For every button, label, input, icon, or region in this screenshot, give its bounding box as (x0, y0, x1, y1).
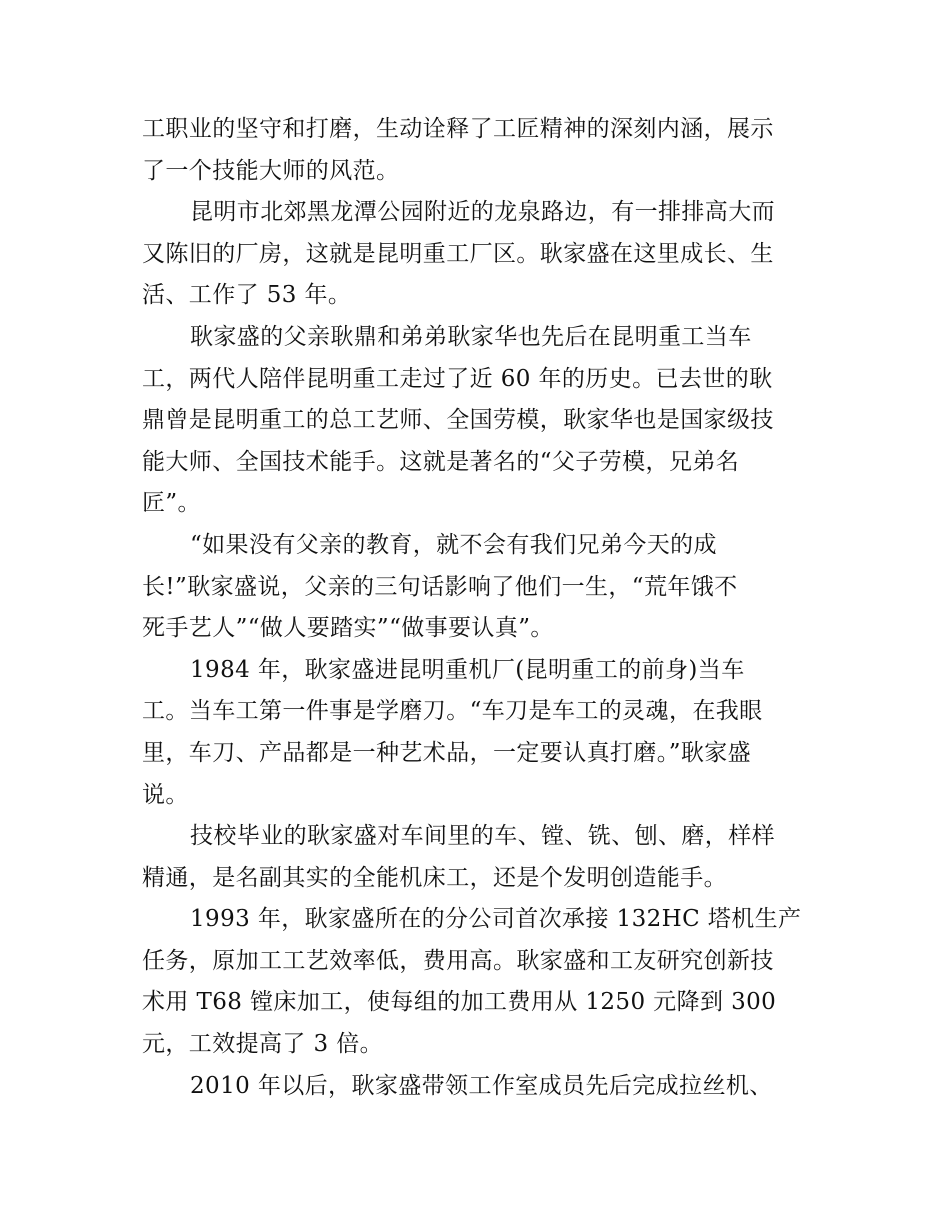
document-text-body (142, 109, 814, 1107)
text-line: 说。 (142, 781, 189, 808)
text-line: 精通，是名副其实的全能机床工，还是个发明创造能手。 (142, 864, 727, 891)
text-line: 又陈旧的厂房，这就是昆明重工厂区。耿家盛在这里成长、生 (142, 240, 774, 267)
text-line: 鼎曾是昆明重工的总工艺师、全国劳模，耿家华也是国家级技 (142, 407, 774, 434)
text-line: 工，两代人陪伴昆明重工走过了近 60 年的历史。已去世的耿 (142, 365, 773, 392)
text-line: 术用 T68 镗床加工，使每组的加工费用从 1250 元降到 300 (142, 989, 777, 1016)
text-line: 元，工效提高了 3 倍。 (142, 1031, 384, 1058)
text-line: 里，车刀、产品都是一种艺术品，一定要认真打磨。”耿家盛 (142, 739, 752, 766)
text-line: 技校毕业的耿家盛对车间里的车、镗、铣、刨、磨，样样 (190, 823, 775, 850)
text-line: 1984 年，耿家盛进昆明重机厂(昆明重工的前身)当车 (190, 656, 745, 683)
text-line: 2010 年以后，耿家盛带领工作室成员先后完成拉丝机、 (190, 1072, 773, 1099)
text-line: 能大师、全国技术能手。这就是著名的“父子劳模，兄弟名 (142, 448, 740, 475)
text-line: 长!”耿家盛说，父亲的三句话影响了他们一生，“荒年饿不 (142, 573, 738, 600)
text-line: 1993 年，耿家盛所在的分公司首次承接 132HC 塔机生产 (190, 906, 802, 933)
text-line: 活、工作了 53 年。 (142, 282, 352, 309)
text-line: 耿家盛的父亲耿鼎和弟弟耿家华也先后在昆明重工当车 (190, 323, 752, 350)
text-line: “如果没有父亲的教育，就不会有我们兄弟今天的成 (190, 531, 717, 558)
text-line: 任务，原加工工艺效率低，费用高。耿家盛和工友研究创新技 (142, 947, 774, 974)
text-line: 昆明市北郊黑龙潭公园附近的龙泉路边，有一排排高大而 (190, 199, 775, 226)
text-line: 工。当车工第一件事是学磨刀。“车刀是车工的灵魂，在我眼 (142, 698, 763, 725)
text-line: 了一个技能大师的风范。 (142, 157, 400, 184)
text-line: 死手艺人”“做人要踏实”“做事要认真”。 (142, 615, 554, 642)
text-line: 工职业的坚守和打磨，生动诠释了工匠精神的深刻内涵，展示 (142, 116, 774, 142)
text-line: 匠”。 (142, 490, 201, 517)
